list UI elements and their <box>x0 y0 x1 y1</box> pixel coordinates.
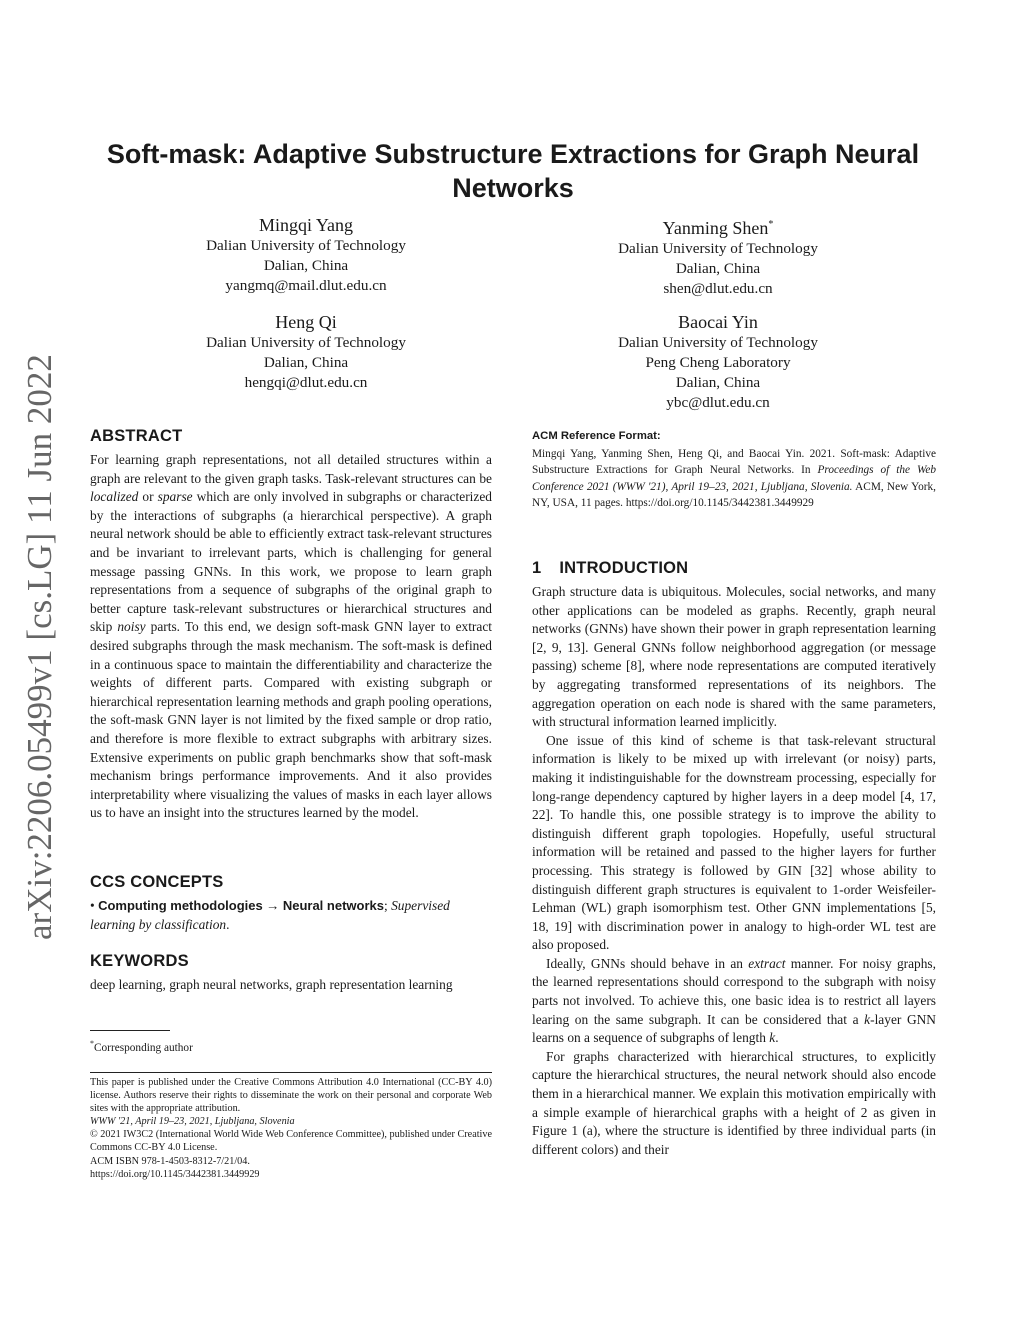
footnote-rule <box>90 1030 170 1031</box>
author-block <box>156 311 456 393</box>
keywords-body: deep learning, graph neural networks, graph representation learning <box>90 977 453 992</box>
author-affiliation: Dalian University of Technology <box>206 334 406 351</box>
author-name: Mingqi Yang <box>258 215 354 235</box>
ccs-body: • Computing methodologies → Neural networks; Supervised learning by classification. <box>90 898 450 932</box>
license-rule <box>90 1072 492 1073</box>
author-email: yangmq@mail.dlut.edu.cn <box>225 277 387 294</box>
intro-paragraph: For graphs characterized with hierarchical structures, to explicitly capture the hierarchical structures, the neural network should also encode them in a hierarchical manner. We explain this motivation empirically with a simple example of hierarchical graphs with a height of 2 as given in Figure 1 (a), where the structure is identified by three individual parts (in different colors) and their <box>532 1048 936 1157</box>
intro-body <box>532 583 936 1159</box>
author-affiliation: Peng Cheng Laboratory <box>645 354 791 371</box>
author-email: shen@dlut.edu.cn <box>663 280 773 297</box>
author-name: Yanming Shen <box>662 218 769 238</box>
author-block <box>568 311 868 413</box>
paper-title: Soft-mask: Adaptive Substructure Extractions for Graph Neural Networks <box>106 139 920 203</box>
acm-ref-body: Mingqi Yang, Yanming Shen, Heng Qi, and Baocai Yin. 2021. Soft-mask: Adaptive Substructure Extractions for Graph Neural Networks. In Proceedings of the Web Conference 2021 (WWW '21), April 19–23, 2021, Ljubljana, Slovenia. ACM, New York, NY, USA, 11 pages. https://doi.org/10.1145/3442381.3449929 <box>532 448 936 510</box>
intro-heading: 1 INTRODUCTION <box>532 559 689 577</box>
author-email: hengqi@dlut.edu.cn <box>244 374 368 391</box>
author-affiliation: Dalian University of Technology <box>206 237 406 254</box>
abstract-heading: ABSTRACT <box>90 427 183 445</box>
author-affiliation: Dalian, China <box>263 257 349 274</box>
abstract-body: For learning graph representations, not all detailed structures within a graph are relevant to the given graph tasks. Task-relevant structures can be localized or sparse which are only involved in subgraphs or characterized by the interactions of subgraphs (a hierarchical perspective). A graph neural network should be able to efficiently extract task-relevant structures and be invariant to irrelevant parts, which is challenging for general message passing GNNs. In this work, we propose to learn graph representations from a sequence of subgraphs of the original graph to better capture task-relevant substructures or hierarchical structures and skip noisy parts. To this end, we design soft-mask GNN layer to extract desired subgraphs through the mask mechanism. The soft-mask is defined in a continuous space to maintain the differentiability and characterize the weights of different parts. Compared with existing subgraph or hierarchical representation learning methods and graph pooling operations, the soft-mask GNN layer is not limited by the fixed sample or drop ratio, and therefore is more flexible to extract subgraphs with arbitrary sizes. Extensive experiments on public graph benchmarks show that soft-mask mechanism brings performance improvements. And it also provides interpretability where visualizing the values of masks in each layer allows us to have an insight into the structures learned by the model. <box>90 452 492 821</box>
author-affiliation: Dalian University of Technology <box>618 334 818 351</box>
acm-ref-heading: ACM Reference Format: <box>532 430 661 442</box>
author-affiliation: Dalian, China <box>263 354 349 371</box>
author-name: Heng Qi <box>275 312 337 332</box>
intro-paragraph: Graph structure data is ubiquitous. Molecules, social networks, and many other applications can be modeled as graphs. Recently, graph neural networks (GNNs) have shown their power in graph representation learning [2, 9, 13]. General GNNs follow neighborhood aggregation (or message passing) scheme [8], where node representations are computed iteratively by aggregating transformed representations of its neighbors. The aggregation operation on each node is shared with the same parameters, with structural information learned implicitly. <box>532 584 936 730</box>
arxiv-stamp: arXiv:2206.05499v1 [cs.LG] 11 Jun 2022 <box>20 354 59 940</box>
author-affiliation: Dalian, China <box>675 260 761 277</box>
author-affiliation: Dalian, China <box>675 374 761 391</box>
author-block <box>568 214 868 299</box>
keywords-heading: KEYWORDS <box>90 952 189 970</box>
footnote: *Corresponding author <box>90 1039 193 1054</box>
license-block: This paper is published under the Creative Commons Attribution 4.0 International (CC-BY 4.0) license. Authors reserve their rights to disseminate the work on their personal and corporate Web sites with the appropriate attribution. WWW '21, April 19–23, 2021, Ljubljana, Slovenia © 2021 IW3C2 (International World Wide Web Conference Committee), published under Creative Commons CC-BY 4.0 License. ACM ISBN 978-1-4503-8312-7/21/04. https://doi.org/10.1145/3442381.3449929 <box>90 1077 492 1180</box>
intro-paragraph: One issue of this kind of scheme is that task-relevant structural information is likely to be mixed up with irrelevant (or noisy) parts, making it indistinguishable for the downstream processing, especially for long-range dependency captured by higher layers in a deep model [4, 17, 22]. To handle this, one possible strategy is to improve the ability to distinguish different graph topologies. Hopefully, useful structural information will be retained and passed to the higher layers for further processing. This strategy is followed by GIN [32] whose ability to distinguish different graph structures is equivalent to 1-order Weisfeiler-Lehman (WL) graph isomorphism test. Other GNN implementations [5, 18, 19] with discrimination power in analogy to high-order WL test are also proposed. <box>532 732 936 953</box>
author-affiliation: Dalian University of Technology <box>618 240 818 257</box>
author-block <box>156 214 456 296</box>
author-mark: * <box>768 219 774 230</box>
intro-paragraph: Ideally, GNNs should behave in an extract manner. For noisy graphs, the learned representations should correspond to the subgraph with noisy parts not involved. To achieve this, one basic idea is to restrict all layers learing on the same subgraph. It can be considered that a k-layer GNN learns on a sequence of subgraphs of length k. <box>532 955 936 1046</box>
author-name: Baocai Yin <box>678 312 758 332</box>
ccs-heading: CCS CONCEPTS <box>90 873 224 891</box>
author-email: ybc@dlut.edu.cn <box>666 394 770 411</box>
